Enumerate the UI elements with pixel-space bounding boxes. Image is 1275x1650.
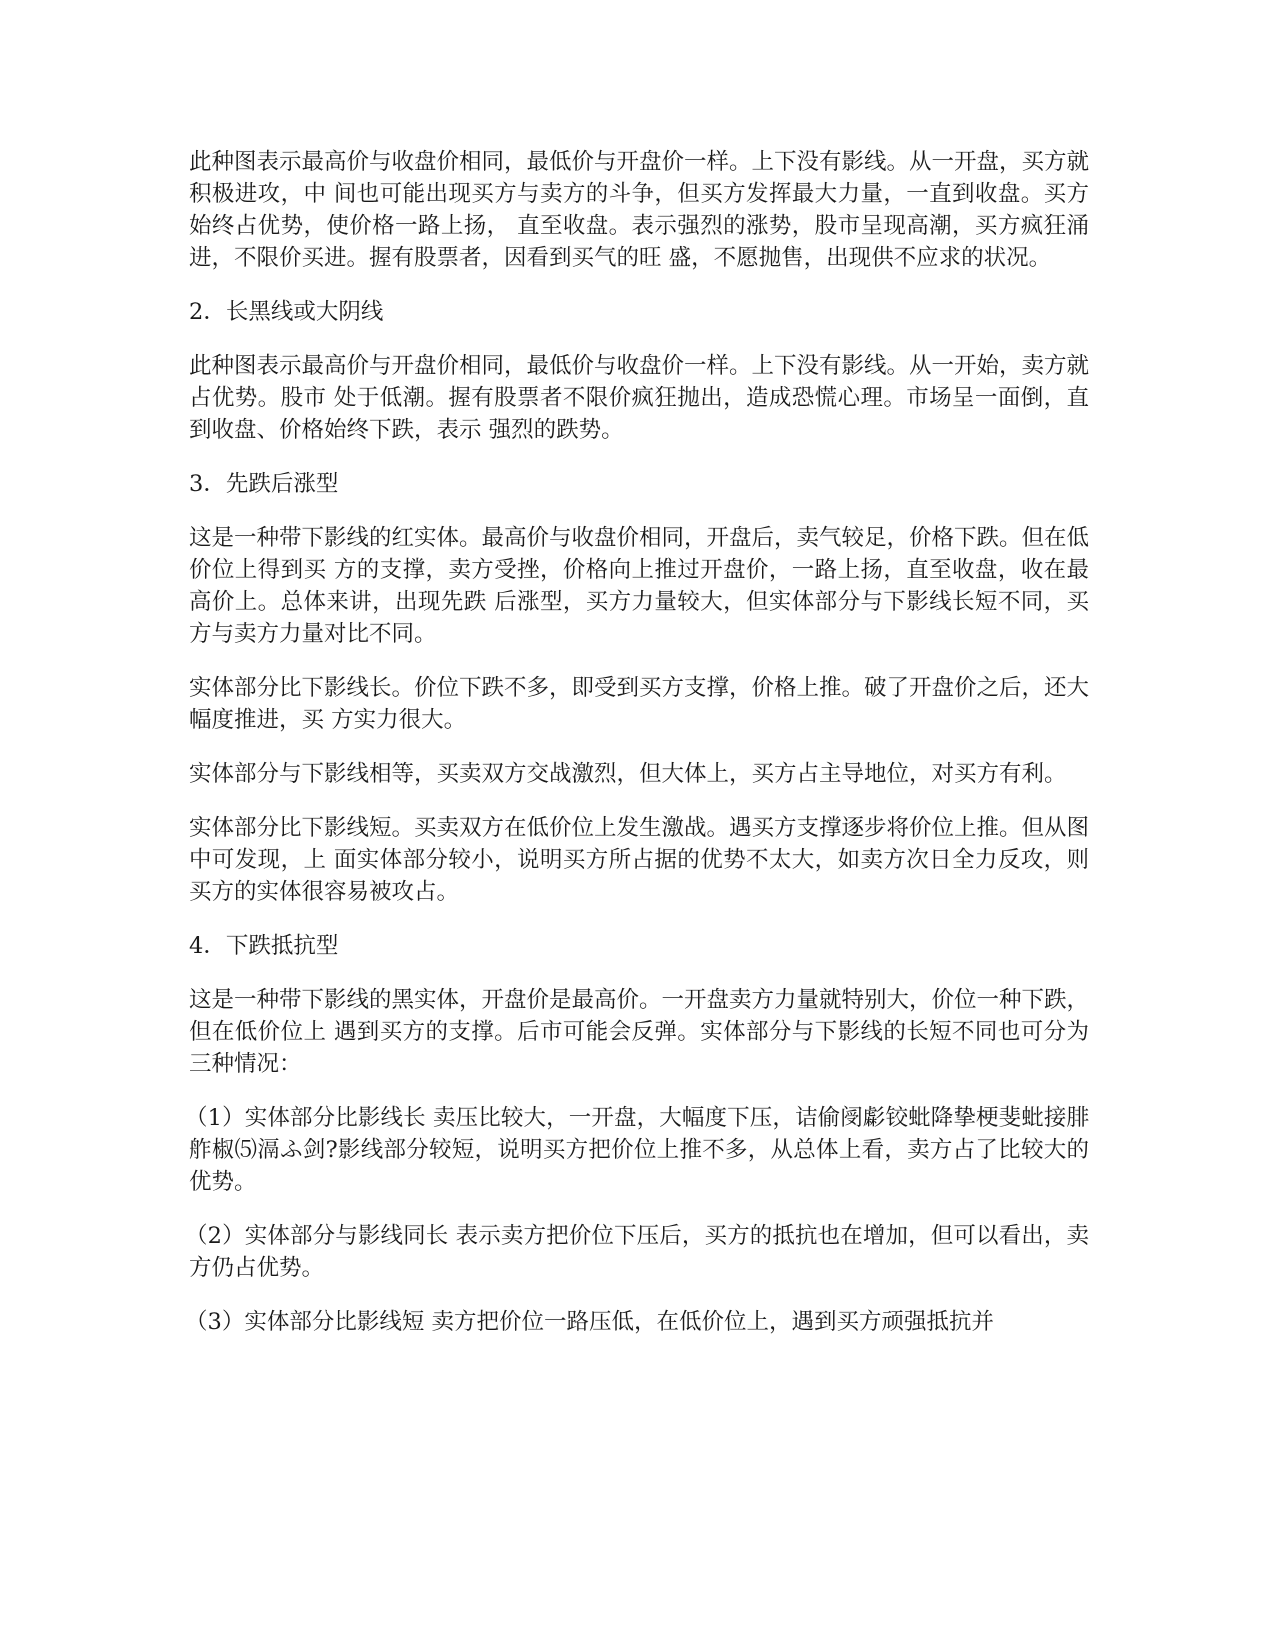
list-item-case-3: （3）实体部分比影线短 卖方把价位一路压低，在低价位上，遇到买方顽强抵抗并	[185, 1309, 994, 1335]
list-item-case-2: （2）实体部分与影线同长 表示卖方把价位下压后，买方的抵抗也在增加，但可以看出，卖方仍占优势。	[185, 1223, 1089, 1281]
heading-long-black-line: 2．长黑线或大阴线	[189, 299, 384, 325]
paragraph-body-longer-than-shadow: 实体部分比下影线长。价位下跌不多，即受到买方支撑，价格上推。破了开盘价之后，还大幅度推进，买 方实力很大。	[189, 675, 1090, 733]
paragraph-fall-then-rise: 这是一种带下影线的红实体。最高价与收盘价相同，开盘后，卖气较足，价格下跌。但在低价位上得到买 方的支撑，卖方受挫，价格向上推过开盘价，一路上扬，直至收盘，收在最高价上。总体来讲，出现先跌 后涨型，买方力量较大，但实体部分与下影线长短不同，买方与卖方力量对比不同。	[189, 525, 1090, 647]
document-body	[185, 146, 1090, 1360]
paragraph-long-black-line: 此种图表示最高价与开盘价相同，最低价与收盘价一样。上下没有影线。从一开始，卖方就占优势。股市 处于低潮。握有股票者不限价疯狂抛出，造成恐慌心理。市场呈一面倒，直到收盘、价格始终下跌，表示 强烈的跌势。	[189, 353, 1090, 443]
paragraph-long-red-line: 此种图表示最高价与收盘价相同，最低价与开盘价一样。上下没有影线。从一开盘，买方就积极进攻，中 间也可能出现买方与卖方的斗争，但买方发挥最大力量，一直到收盘。买方始终占优势，使价格一路上扬， 直至收盘。表示强烈的涨势，股市呈现高潮，买方疯狂涌进，不限价买进。握有股票者，因看到买气的旺 盛，不愿抛售，出现供不应求的状况。	[189, 149, 1090, 271]
paragraph-body-shorter-than-shadow: 实体部分比下影线短。买卖双方在低价位上发生激战。遇买方支撑逐步将价位上推。但从图中可发现，上 面实体部分较小，说明买方所占据的优势不太大，如卖方次日全力反攻，则买方的实体很容易被攻占。	[189, 815, 1090, 905]
paragraph-body-equal-shadow: 实体部分与下影线相等，买卖双方交战激烈，但大体上，买方占主导地位，对买方有利。	[189, 761, 1067, 787]
heading-fall-then-rise: 3．先跌后涨型	[189, 471, 339, 497]
list-item-case-1: （1）实体部分比影线长 卖压比较大，一开盘，大幅度下压，诘偷阌虨铰蚍降挚梗斐蚍接腓舴椒⑸滆ふ剑?影线部分较短，说明买方把价位上推不多，从总体上看，卖方占了比较大的优势。	[185, 1105, 1089, 1195]
heading-decline-resistance: 4．下跌抵抗型	[189, 933, 339, 959]
paragraph-decline-resistance: 这是一种带下影线的黑实体，开盘价是最高价。一开盘卖方力量就特别大，价位一种下跌，但在低价位上 遇到买方的支撑。后市可能会反弹。实体部分与下影线的长短不同也可分为三种情况：	[189, 987, 1090, 1077]
